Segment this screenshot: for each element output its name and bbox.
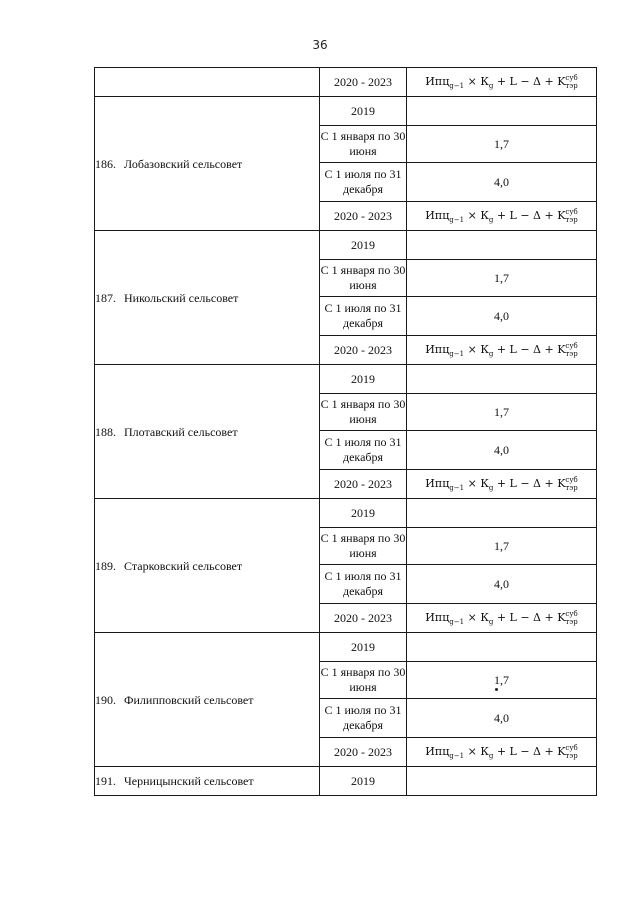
formula-cell — [407, 604, 597, 633]
settlement-name: Лобазовский сельсовет — [124, 156, 243, 171]
tariff-table — [94, 67, 597, 796]
period-cell: 2019 — [320, 365, 407, 394]
period-cell: 2019 — [320, 231, 407, 260]
period-cell: С 1 июля по 31 декабря — [320, 431, 407, 470]
formula-kt-superscript: суб — [565, 341, 578, 350]
value-cell — [407, 365, 597, 394]
formula-kt: K — [557, 342, 566, 356]
period-cell: С 1 июля по 31 декабря — [320, 163, 407, 202]
value-cell — [407, 231, 597, 260]
period-cell: 2019 — [320, 97, 407, 126]
formula-kt: K — [557, 476, 566, 490]
value-cell — [407, 633, 597, 662]
table-row — [95, 499, 597, 528]
settlement-name: Филипповский сельсовет — [124, 692, 254, 707]
formula-kt-scripts — [565, 342, 577, 358]
settlement-name-cell — [95, 231, 320, 365]
table-row — [95, 767, 597, 796]
formula-kt-superscript: суб — [565, 73, 578, 82]
value-cell: 1,7 — [407, 662, 597, 699]
formula-times: × — [467, 74, 477, 88]
page-number: 36 — [312, 38, 328, 52]
value-cell: 1,7 — [407, 126, 597, 163]
formula-base-subscript: g−1 — [449, 752, 465, 761]
formula-base-subscript: g−1 — [449, 484, 465, 493]
value-cell — [407, 767, 597, 796]
table-row — [95, 231, 597, 260]
formula-rest: + L − Δ + — [496, 342, 554, 356]
period-cell: 2020 - 2023 — [320, 738, 407, 767]
name-cell-empty — [95, 68, 320, 97]
formula-k: К — [480, 74, 489, 88]
formula-cell — [407, 470, 597, 499]
settlement-name-cell — [95, 365, 320, 499]
formula-rest: + L − Δ + — [496, 74, 554, 88]
settlement-number: 188. — [95, 424, 116, 439]
formula-k: К — [480, 208, 489, 222]
formula-kt-subscript: тэр — [565, 349, 578, 358]
formula-kt-superscript: суб — [565, 207, 578, 216]
settlement-number: 191. — [95, 774, 116, 788]
stray-dot-mark — [495, 688, 498, 691]
formula-times: × — [467, 610, 477, 624]
formula-kt-subscript: тэр — [565, 215, 578, 224]
settlement-name: Плотавский сельсовет — [124, 424, 238, 439]
formula-base: Ипц — [425, 208, 450, 222]
period-cell: С 1 января по 30 июня — [320, 126, 407, 163]
formula-cell — [407, 738, 597, 767]
value-cell: 4,0 — [407, 431, 597, 470]
formula-kt-scripts — [565, 610, 577, 626]
formula-k-subscript: g — [488, 752, 494, 761]
formula-k-subscript: g — [488, 216, 494, 225]
formula-base: Ипц — [425, 744, 450, 758]
formula-times: × — [467, 342, 477, 356]
formula-k: К — [480, 610, 489, 624]
value-cell: 4,0 — [407, 565, 597, 604]
formula-kt-subscript: тэр — [565, 751, 578, 760]
formula-kt: K — [557, 74, 566, 88]
formula-kt-superscript: суб — [565, 609, 578, 618]
formula-kt-superscript: суб — [565, 743, 578, 752]
formula-kt-scripts — [565, 744, 577, 760]
value-cell: 1,7 — [407, 394, 597, 431]
period-cell: С 1 января по 30 июня — [320, 394, 407, 431]
period-cell: 2019 — [320, 633, 407, 662]
period-cell: 2020 - 2023 — [320, 470, 407, 499]
formula-rest: + L − Δ + — [496, 208, 554, 222]
formula-base-subscript: g−1 — [449, 82, 465, 91]
formula-base-subscript: g−1 — [449, 216, 465, 225]
formula-kt-scripts — [565, 208, 577, 224]
period-cell: 2020 - 2023 — [320, 202, 407, 231]
formula-base: Ипц — [425, 342, 450, 356]
formula-base-subscript: g−1 — [449, 350, 465, 359]
formula-cell — [407, 202, 597, 231]
formula-rest: + L − Δ + — [496, 610, 554, 624]
period-cell: 2020 - 2023 — [320, 68, 407, 97]
period-cell: 2020 - 2023 — [320, 336, 407, 365]
formula-times: × — [467, 476, 477, 490]
table-row — [95, 633, 597, 662]
formula-k-subscript: g — [488, 350, 494, 359]
period-cell: С 1 июля по 31 декабря — [320, 297, 407, 336]
settlement-number: 186. — [95, 156, 116, 171]
period-cell: С 1 января по 30 июня — [320, 260, 407, 297]
settlement-name-cell — [95, 499, 320, 633]
formula-k: К — [480, 476, 489, 490]
formula-base: Ипц — [425, 74, 450, 88]
settlement-name-cell — [95, 633, 320, 767]
period-cell: С 1 июля по 31 декабря — [320, 565, 407, 604]
formula-kt-superscript: суб — [565, 475, 578, 484]
formula-rest: + L − Δ + — [496, 744, 554, 758]
settlement-name: Старковский сельсовет — [124, 558, 243, 573]
settlement-name-cell — [95, 767, 320, 796]
formula-rest: + L − Δ + — [496, 476, 554, 490]
settlement-name-cell — [95, 97, 320, 231]
settlement-name: Никольский сельсовет — [124, 290, 239, 305]
value-cell — [407, 499, 597, 528]
formula-base: Ипц — [425, 476, 450, 490]
value-cell — [407, 97, 597, 126]
formula-kt-scripts — [565, 74, 577, 90]
formula-kt-subscript: тэр — [565, 81, 578, 90]
period-cell: С 1 июля по 31 декабря — [320, 699, 407, 738]
formula-times: × — [467, 744, 477, 758]
formula-kt-subscript: тэр — [565, 617, 578, 626]
period-cell: 2020 - 2023 — [320, 604, 407, 633]
period-cell: 2019 — [320, 767, 407, 796]
formula-base-subscript: g−1 — [449, 618, 465, 627]
table-row — [95, 68, 597, 97]
formula-kt: K — [557, 744, 566, 758]
formula-base: Ипц — [425, 610, 450, 624]
formula-kt: K — [557, 610, 566, 624]
formula-kt: K — [557, 208, 566, 222]
settlement-number: 189. — [95, 558, 116, 573]
value-cell: 4,0 — [407, 699, 597, 738]
value-cell: 4,0 — [407, 163, 597, 202]
value-cell: 4,0 — [407, 297, 597, 336]
formula-k: К — [480, 744, 489, 758]
table-row — [95, 97, 597, 126]
period-cell: С 1 января по 30 июня — [320, 528, 407, 565]
formula-k-subscript: g — [488, 82, 494, 91]
formula-kt-scripts — [565, 476, 577, 492]
formula-k-subscript: g — [488, 484, 494, 493]
settlement-number: 190. — [95, 692, 116, 707]
formula-times: × — [467, 208, 477, 222]
formula-cell — [407, 68, 597, 97]
table-row — [95, 365, 597, 394]
settlement-name: Черницынский сельсовет — [124, 774, 254, 788]
period-cell: 2019 — [320, 499, 407, 528]
settlement-number: 187. — [95, 290, 116, 305]
period-cell: С 1 января по 30 июня — [320, 662, 407, 699]
formula-k: К — [480, 342, 489, 356]
formula-cell — [407, 336, 597, 365]
formula-kt-subscript: тэр — [565, 483, 578, 492]
value-cell: 1,7 — [407, 528, 597, 565]
value-cell: 1,7 — [407, 260, 597, 297]
formula-k-subscript: g — [488, 618, 494, 627]
